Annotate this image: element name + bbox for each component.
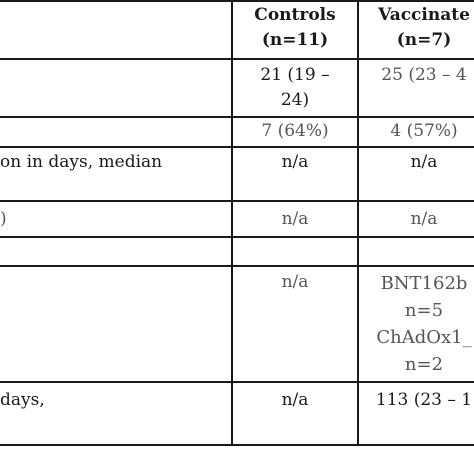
cell-controls: n/a <box>281 209 309 229</box>
header-cell-row-label <box>0 2 231 58</box>
cell-vaccinated: BNT162b n=5 ChAdOx1_ n=2 <box>376 273 472 375</box>
cell-controls: n/a <box>281 152 309 172</box>
table-rule <box>0 58 474 60</box>
cell-vaccinated <box>359 238 474 265</box>
cell-controls: 21 (19 – 24) <box>260 65 330 110</box>
header-cell-vaccinated: Vaccinate (n=7) <box>378 5 470 50</box>
header-cell-controls: Controls (n=11) <box>254 5 336 50</box>
table-rule <box>0 200 474 202</box>
cell-vaccinated: 113 (23 – 1 <box>375 390 473 410</box>
row-label <box>0 62 231 116</box>
table-rule <box>0 116 474 118</box>
cell-controls: n/a <box>281 390 309 410</box>
row-label: on in days, median <box>0 152 163 172</box>
row-label: days, <box>0 390 45 410</box>
cell-controls <box>233 238 357 265</box>
cell-vaccinated: n/a <box>410 209 438 229</box>
row-label <box>0 119 231 146</box>
cell-controls: 7 (64%) <box>261 121 329 141</box>
cell-vaccinated: 25 (23 – 4 <box>381 65 467 85</box>
table-rule <box>0 381 474 383</box>
row-label <box>0 238 231 265</box>
table-rule <box>0 444 474 446</box>
cell-controls: n/a <box>281 272 309 292</box>
table-rule <box>0 265 474 267</box>
table-rule <box>0 146 474 148</box>
row-label: ) <box>0 209 7 229</box>
row-label <box>0 270 231 381</box>
cell-vaccinated: 4 (57%) <box>390 121 458 141</box>
cell-vaccinated: n/a <box>410 152 438 172</box>
